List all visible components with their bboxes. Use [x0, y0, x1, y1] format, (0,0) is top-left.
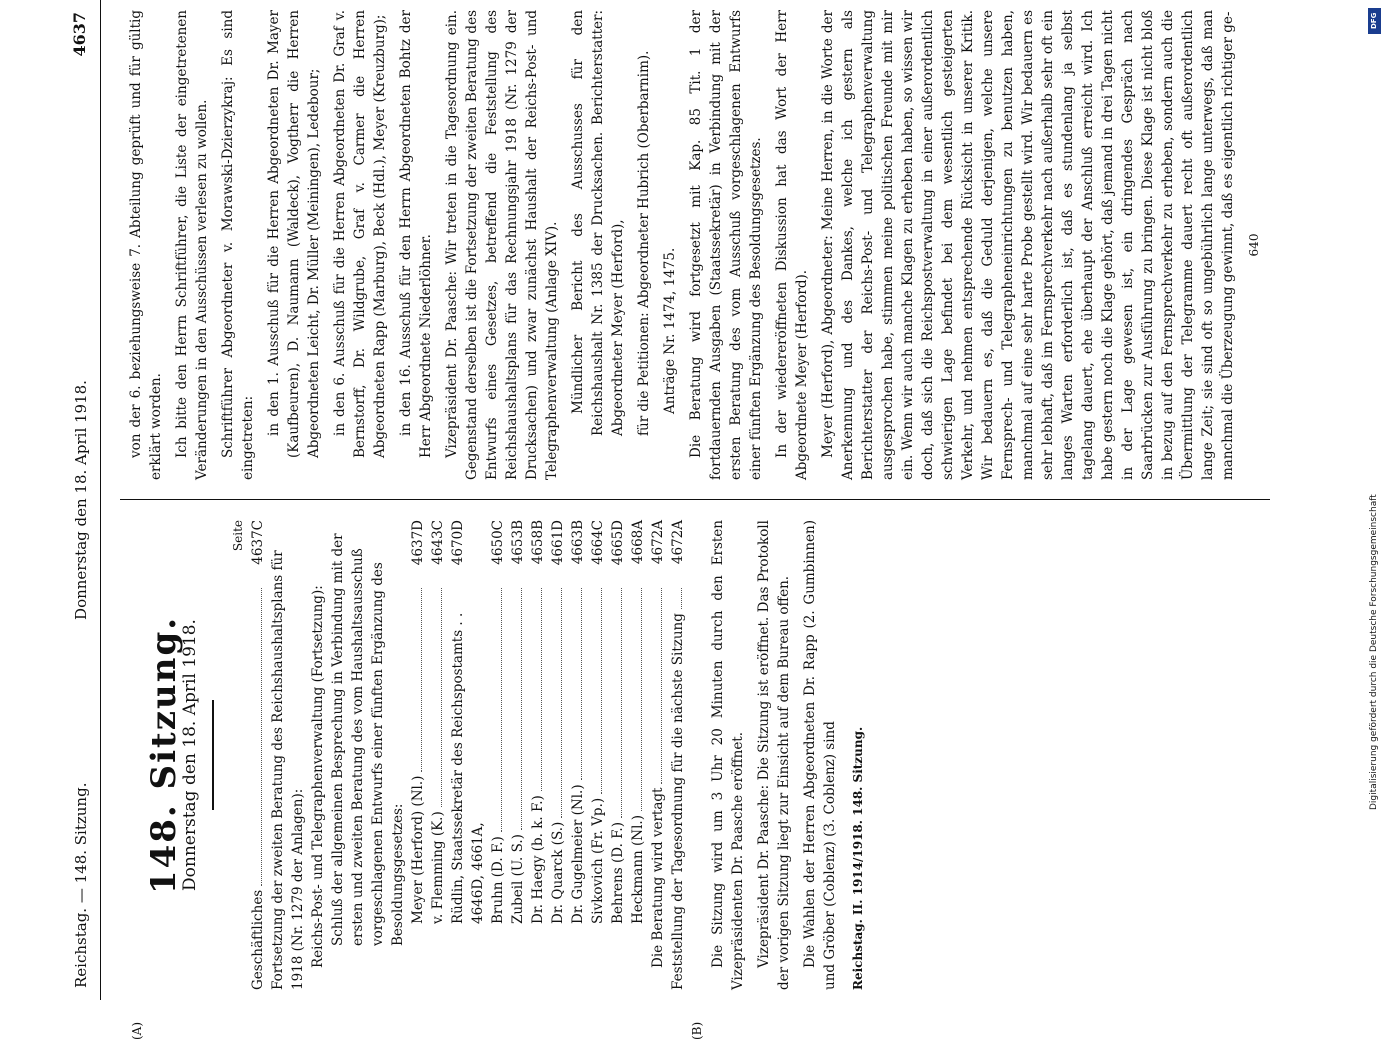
running-head — [60, 0, 101, 1000]
toc-entry-page: 4653B — [509, 520, 526, 565]
toc-leader-dots — [551, 588, 562, 818]
toc-entry-page: 4658B — [529, 520, 546, 565]
toc-entry — [588, 520, 608, 990]
toc-entry-text: Zubeil (U. S.) — [509, 834, 526, 924]
toc-leader-dots — [611, 588, 622, 818]
toc-leader-dots — [571, 588, 582, 780]
title-rule — [212, 700, 214, 810]
session-date: Donnerstag den 18. April 1918. — [180, 619, 200, 891]
page-number: 4637 — [70, 12, 89, 57]
toc-entry — [528, 520, 548, 990]
toc-entry-text: Heckmann (Nl.) — [629, 815, 646, 924]
running-head-center: Donnerstag den 18. April 1918. — [72, 380, 90, 620]
elections-paragraph: Die Wahlen der Herren Abgeordneten Dr. Rapp (2. Gumbinnen) und Gröber (Coblenz) (3. Coblenz) sind — [801, 520, 838, 990]
toc-leader-dots — [651, 588, 662, 784]
toc-entry-page: 4664C — [589, 520, 606, 565]
toc-entry-page: 4668A — [629, 520, 646, 565]
toc-entry-text: Rüdlin, Staatssekretär des Reichspostamts . . 4646D, 4661A, — [449, 612, 486, 924]
margin-mark-a: (A) — [130, 1021, 144, 1040]
right-paragraph: Die Beratung wird fortgesetzt mit Kap. 85 Tit. 1 der fortdauernden Ausgaben (Staatssekretär) in Verbindung mit der ersten Beratung des vom Ausschuß vorgeschlagenen Entwurfs einer fünften Ergänzung des Besoldungsgesetzes. — [688, 10, 764, 480]
toc-entry-page: 4637C — [249, 520, 266, 565]
right-paragraph: Mündlicher Bericht des Ausschusses für den Reichshaushalt Nr. 1385 der Drucksachen. Berichterstatter: Abgeordneter Meyer (Herford), — [570, 10, 626, 436]
toc-entry-page: 4665D — [609, 520, 626, 566]
running-head-left: Reichstag. — 148. Sitzung. — [72, 782, 90, 988]
toc-entry — [648, 520, 668, 990]
right-paragraph: von der 6. beziehungsweise 7. Abteilung geprüft und für gültig erklärt worden. — [128, 10, 164, 480]
toc-entry-text: Geschäftliches — [249, 889, 266, 990]
toc-entry-text: Sivkovich (Fr. Vp.) — [589, 797, 606, 924]
toc-entry-text: Bruhn (D. F.) — [489, 836, 506, 924]
toc-leader-dots — [431, 588, 442, 807]
toc-leader-dots — [491, 588, 502, 832]
right-paragraph: in den 1. Ausschuß für die Herren Abgeordneten Dr. Mayer (Kaufbeuren), D. Naumann (Waldeck), Vogtherr die Herren Abgeordneten Leicht, Dr. Müller (Meiningen), Ledebour; — [266, 10, 322, 458]
right-paragraph: für die Petitionen: Abgeordneter Hubrich (Oberbarnim). — [636, 50, 652, 436]
rotated-page — [60, 0, 1320, 1040]
toc-entry-text: Schluß der allgemeinen Besprechung in Verbindung mit der ersten und zweiten Beratung des vom Haushaltsausschuß vorgeschlagenen Entwurfs einer fünften Ergänzung des Besoldungsgesetzes: — [329, 533, 406, 946]
toc-leader-dots — [591, 588, 602, 794]
margin-mark-b: (B) — [690, 1021, 704, 1040]
right-paragraph: Anträge Nr. 1474, 1475. — [662, 247, 678, 414]
right-paragraph: In der wiedereröffneten Diskussion hat das Wort der Herr Abgeordnete Meyer (Herford). — [774, 10, 810, 480]
toc-entry — [668, 520, 688, 990]
toc-entry-page: 4643C — [429, 520, 446, 565]
toc-entry — [448, 520, 488, 990]
protocol-paragraph: Vizepräsident Dr. Paasche: Die Sitzung ist eröffnet. Das Protokoll der vorigen Sitzung liegt zur Einsicht auf dem Bureau offen. — [755, 520, 792, 990]
toc-leader-dots — [631, 588, 642, 811]
toc-entry — [428, 520, 448, 990]
toc-entry — [548, 520, 568, 990]
toc-entry — [268, 520, 308, 990]
funding-note: Digitalisierung gefördert durch die Deutsche Forschungsgemeinschaft — [1369, 494, 1379, 810]
toc-entry-text: Behrens (D. F.) — [609, 822, 626, 924]
toc-entry-page: 4672A — [669, 520, 686, 565]
table-of-contents — [248, 520, 688, 990]
right-paragraph: Schriftführer Abgeordneter v. Morawski-Dzierzykraj: Es sind eingetreten: — [220, 10, 256, 480]
toc-entry-text: Meyer (Herford) (Nl.) — [409, 775, 426, 924]
toc-entry-page: 4661D — [549, 520, 566, 566]
toc-entry-text: Reichs-Post- und Telegraphenverwaltung (Fortsetzung): — [309, 585, 326, 968]
toc-leader-dots — [671, 588, 682, 609]
seite-label: Seite — [230, 520, 245, 552]
toc-entry-page: 4650C — [489, 520, 506, 565]
toc-entry-text: Die Beratung wird vertagt — [649, 787, 666, 968]
right-paragraph: in den 6. Ausschuß für die Herren Abgeordneten Dr. Graf v. Bernstorff, Dr. Wildgrube, Graf v. Carmer die Herren Abgeordneten Rapp (Marburg), Beck (Hdl.), Meyer (Kreuzburg); — [332, 10, 388, 458]
column-divider — [120, 499, 1270, 500]
dfg-logo: DFG — [1368, 8, 1381, 34]
toc-entry-page: 4672A — [649, 520, 666, 565]
toc-entry-page: 4663B — [569, 520, 586, 565]
toc-leader-dots — [531, 588, 542, 791]
toc-leader-dots — [411, 588, 422, 772]
toc-leader-dots — [511, 588, 522, 830]
left-column — [120, 520, 868, 990]
session-title: 148. Sitzung. — [144, 615, 184, 895]
right-paragraph: Ich bitte den Herrn Schriftführer, die Liste der eingetretenen Veränderungen in den Ausschüssen verlesen zu wollen. — [174, 10, 210, 480]
toc-entry — [628, 520, 648, 990]
right-paragraph: Meyer (Herford), Abgeordneter: Meine Herren, in die Worte der Anerkennung und des Dankes, welche ich gestern als Berichterstatter der Reichs-Post- und Telegraphenverwaltung ausgesprochen habe, stimmen meine politischen Freunde mit mir ein. Wenn wir auch manche Klagen zu erheben haben, so wissen wir doch, daß sich die Reichspostverwaltung in einer außerordentlich schwierigen Lage befindet bei dem wesentlich gesteigerten Verkehr, und nehmen entsprechende Rücksicht in unserer Kritik. Wir bedauern es, daß die Geduld derjenigen, welche unsere Fernsprech- und Telegrapheneinrichtungen zu benutzen haben, manchmal auf eine sehr harte Probe gestellt wird. Wir bedauern es sehr lebhaft, daß im Fernsprechverkehr nach außerhalb sehr oft ein langes Warten erforderlich ist, daß es stundenlang ja selbst tagelang dauert, ehe überhaupt der Anschluß erreicht wird. Ich habe gestern noch die Klage gehört, daß jemand in drei Tagen nicht in der Lage gewesen ist, ein dringendes Gespräch nach Saarbrücken zur Ausführung zu bringen. Diese Klage ist nicht bloß in bezug auf den Fernsprechverkehr zu erheben, sondern auch die Übermittlung der Telegramme dauert recht oft außerordentlich lange Zeit; sie sind oft so ungebührlich lange unterwegs, daß man manchmal die Überzeugung gewinnt, daß es eigentlich richtiger ge- — [820, 10, 1236, 480]
toc-entry-page: 4637D — [409, 520, 426, 566]
right-paragraph: Vizepräsident Dr. Paasche: Wir treten in die Tagesordnung ein. Gegenstand derselben ist die Fortsetzung der zweiten Beratung des Entwurfs eines Gesetzes, betreffend die Feststellung des Reichshaushaltsplans für das Rechnungsjahr 1918 (Nr. 1279 der Drucksachen) und zwar zunächst Haushalt der Reichs-Post- und Telegraphenverwaltung (Anlage XIV). — [444, 10, 560, 480]
opening-paragraph: Die Sitzung wird um 3 Uhr 20 Minuten durch den Ersten Vizepräsidenten Dr. Paasche eröffnet. — [709, 520, 746, 990]
toc-entry-text: Dr. Quarck (S.) — [549, 821, 566, 924]
toc-entry — [608, 520, 628, 990]
toc-entry — [408, 520, 428, 990]
toc-entry-text: Fortsetzung der zweiten Beratung des Reichshaushaltsplans für 1918 (Nr. 1279 der Anlagen): — [269, 550, 306, 990]
toc-entry — [568, 520, 588, 990]
right-paragraph: in den 16. Ausschuß für den Herrn Abgeordneten Bohtz der Herr Abgeordnete Niederlöhner. — [398, 10, 434, 458]
toc-entry-text: Dr. Haegy (b. k. F.) — [529, 795, 546, 924]
toc-entry-text: v. Flemming (K.) — [429, 811, 446, 924]
toc-entry-page: 4670D — [449, 520, 466, 566]
toc-entry — [328, 520, 408, 990]
footer-line: Reichstag. II. 1914/1918. 148. Sitzung. — [850, 726, 865, 990]
right-column — [120, 10, 1264, 480]
toc-leader-dots — [251, 588, 262, 886]
sheet-number: 640 — [1247, 233, 1261, 257]
toc-entry — [308, 520, 328, 990]
toc-entry-text: Feststellung der Tagesordnung für die nächste Sitzung — [669, 613, 686, 990]
toc-entry — [508, 520, 528, 990]
toc-entry — [248, 520, 268, 990]
toc-entry — [488, 520, 508, 990]
toc-entry-text: Dr. Gugelmeier (Nl.) — [569, 784, 586, 924]
